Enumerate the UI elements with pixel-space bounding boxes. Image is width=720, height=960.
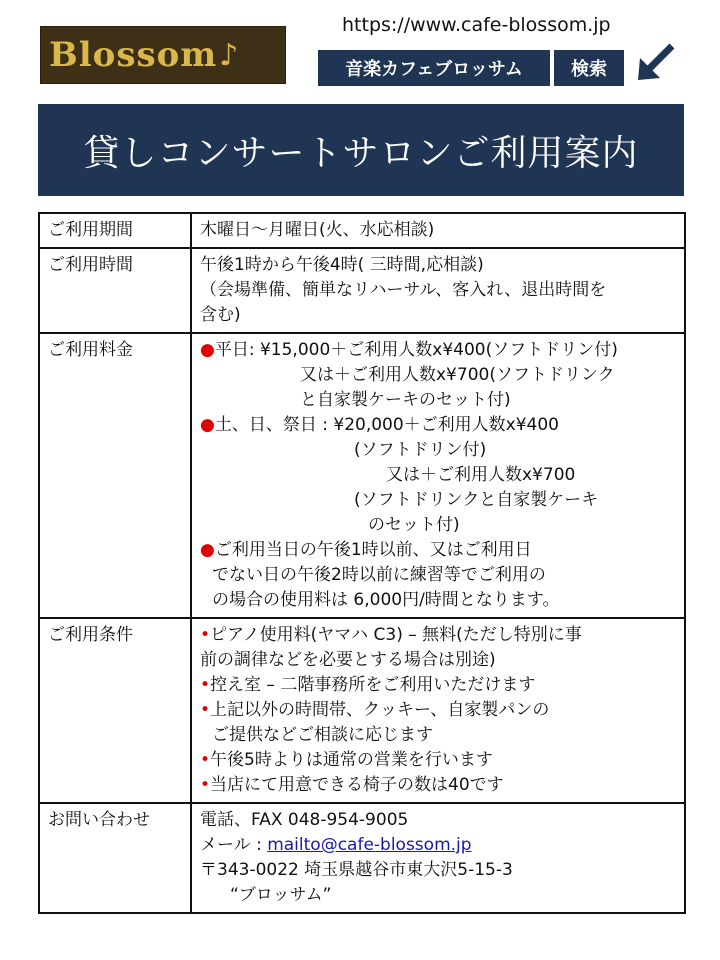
fee-weekend-detail: (ソフトドリンクと自家製ケーキ <box>354 490 599 510</box>
email-link[interactable]: mailto@cafe-blossom.jp <box>267 835 472 855</box>
bullet-icon: • <box>200 625 211 645</box>
fee-weekday: 平日: ¥15,000＋ご利用人数x¥400(ソフトドリン付) <box>214 340 618 360</box>
bullet-dot-icon: ● <box>200 340 215 360</box>
time-line: 含む) <box>200 305 241 325</box>
bullet-icon: • <box>200 700 211 720</box>
condition-item: 午後5時よりは通常の営業を行います <box>210 750 493 770</box>
time-value <box>191 248 685 333</box>
fee-practice: でない日の午後2時以前に練習等でご利用の <box>212 565 546 585</box>
table-row-time <box>39 248 685 333</box>
search-query-box[interactable]: 音楽カフェブロッサム <box>318 50 550 86</box>
fee-weekend: 土、日、祭日 : ¥20,000＋ご利用人数x¥400 <box>214 415 560 435</box>
row-label: ご利用期間 <box>39 213 191 248</box>
blossom-logo[interactable] <box>40 26 286 84</box>
bullet-dot-icon: ● <box>200 415 215 435</box>
contact-phone: 電話、FAX 048-954-9005 <box>200 810 409 830</box>
fee-weekday-alt: と自家製ケーキのセット付) <box>300 390 511 410</box>
bullet-icon: • <box>200 675 211 695</box>
fee-weekend-detail: のセット付) <box>368 515 460 535</box>
row-label: ご利用料金 <box>39 333 191 618</box>
fee-value <box>191 333 685 618</box>
condition-item: 前の調律などを必要とする場合は別途) <box>200 650 496 670</box>
bullet-icon: • <box>200 775 211 795</box>
fee-weekend-detail: (ソフトドリン付) <box>354 440 487 460</box>
site-url[interactable]: https://www.cafe-blossom.jp <box>342 14 611 36</box>
search-button[interactable]: 検索 <box>554 50 624 86</box>
fee-weekday-alt: 又は＋ご利用人数x¥700(ソフトドリンク <box>300 365 615 385</box>
condition-item: 上記以外の時間帯、クッキー、自家製パンの <box>210 700 550 720</box>
row-label: ご利用条件 <box>39 618 191 803</box>
condition-item: 控え室 – 二階事務所をご利用いただけます <box>210 675 536 695</box>
table-row-contact <box>39 803 685 913</box>
condition-item: ピアノ使用料(ヤマハ C3) – 無料(ただし特別に事 <box>210 625 582 645</box>
contact-name: “ブロッサム” <box>230 885 332 905</box>
time-line: 午後1時から午後4時( 三時間,応相談) <box>200 255 484 275</box>
logo-text: Blossom <box>49 35 218 75</box>
contact-mail-label: メール : <box>200 835 262 855</box>
info-table <box>38 212 686 914</box>
bullet-dot-icon: ● <box>200 540 215 560</box>
page-title: 貸しコンサートサロンご利用案内 <box>38 104 684 196</box>
condition-item: ご提供などご相談に応じます <box>212 725 433 745</box>
arrow-down-left-icon <box>634 40 678 84</box>
bullet-icon: • <box>200 750 211 770</box>
condition-item: 当店にて用意できる椅子の数は40です <box>210 775 504 795</box>
table-row-period <box>39 213 685 248</box>
row-label: ご利用時間 <box>39 248 191 333</box>
fee-weekend-detail: 又は＋ご利用人数x¥700 <box>386 465 576 485</box>
table-row-conditions <box>39 618 685 803</box>
time-line: （会場準備、簡単なリハーサル、客入れ、退出時間を <box>200 280 607 300</box>
contact-address: 〒343-0022 埼玉県越谷市東大沢5-15-3 <box>200 860 513 880</box>
period-value: 木曜日～月曜日(火、水応相談) <box>191 213 685 248</box>
row-label: お問い合わせ <box>39 803 191 913</box>
fee-practice: ご利用当日の午後1時以前、又はご利用日 <box>214 540 532 560</box>
conditions-value <box>191 618 685 803</box>
music-note-icon: ♪ <box>219 37 239 73</box>
fee-practice: の場合の使用料は 6,000円/時間となります。 <box>212 590 560 610</box>
table-row-fee <box>39 333 685 618</box>
contact-value <box>191 803 685 913</box>
